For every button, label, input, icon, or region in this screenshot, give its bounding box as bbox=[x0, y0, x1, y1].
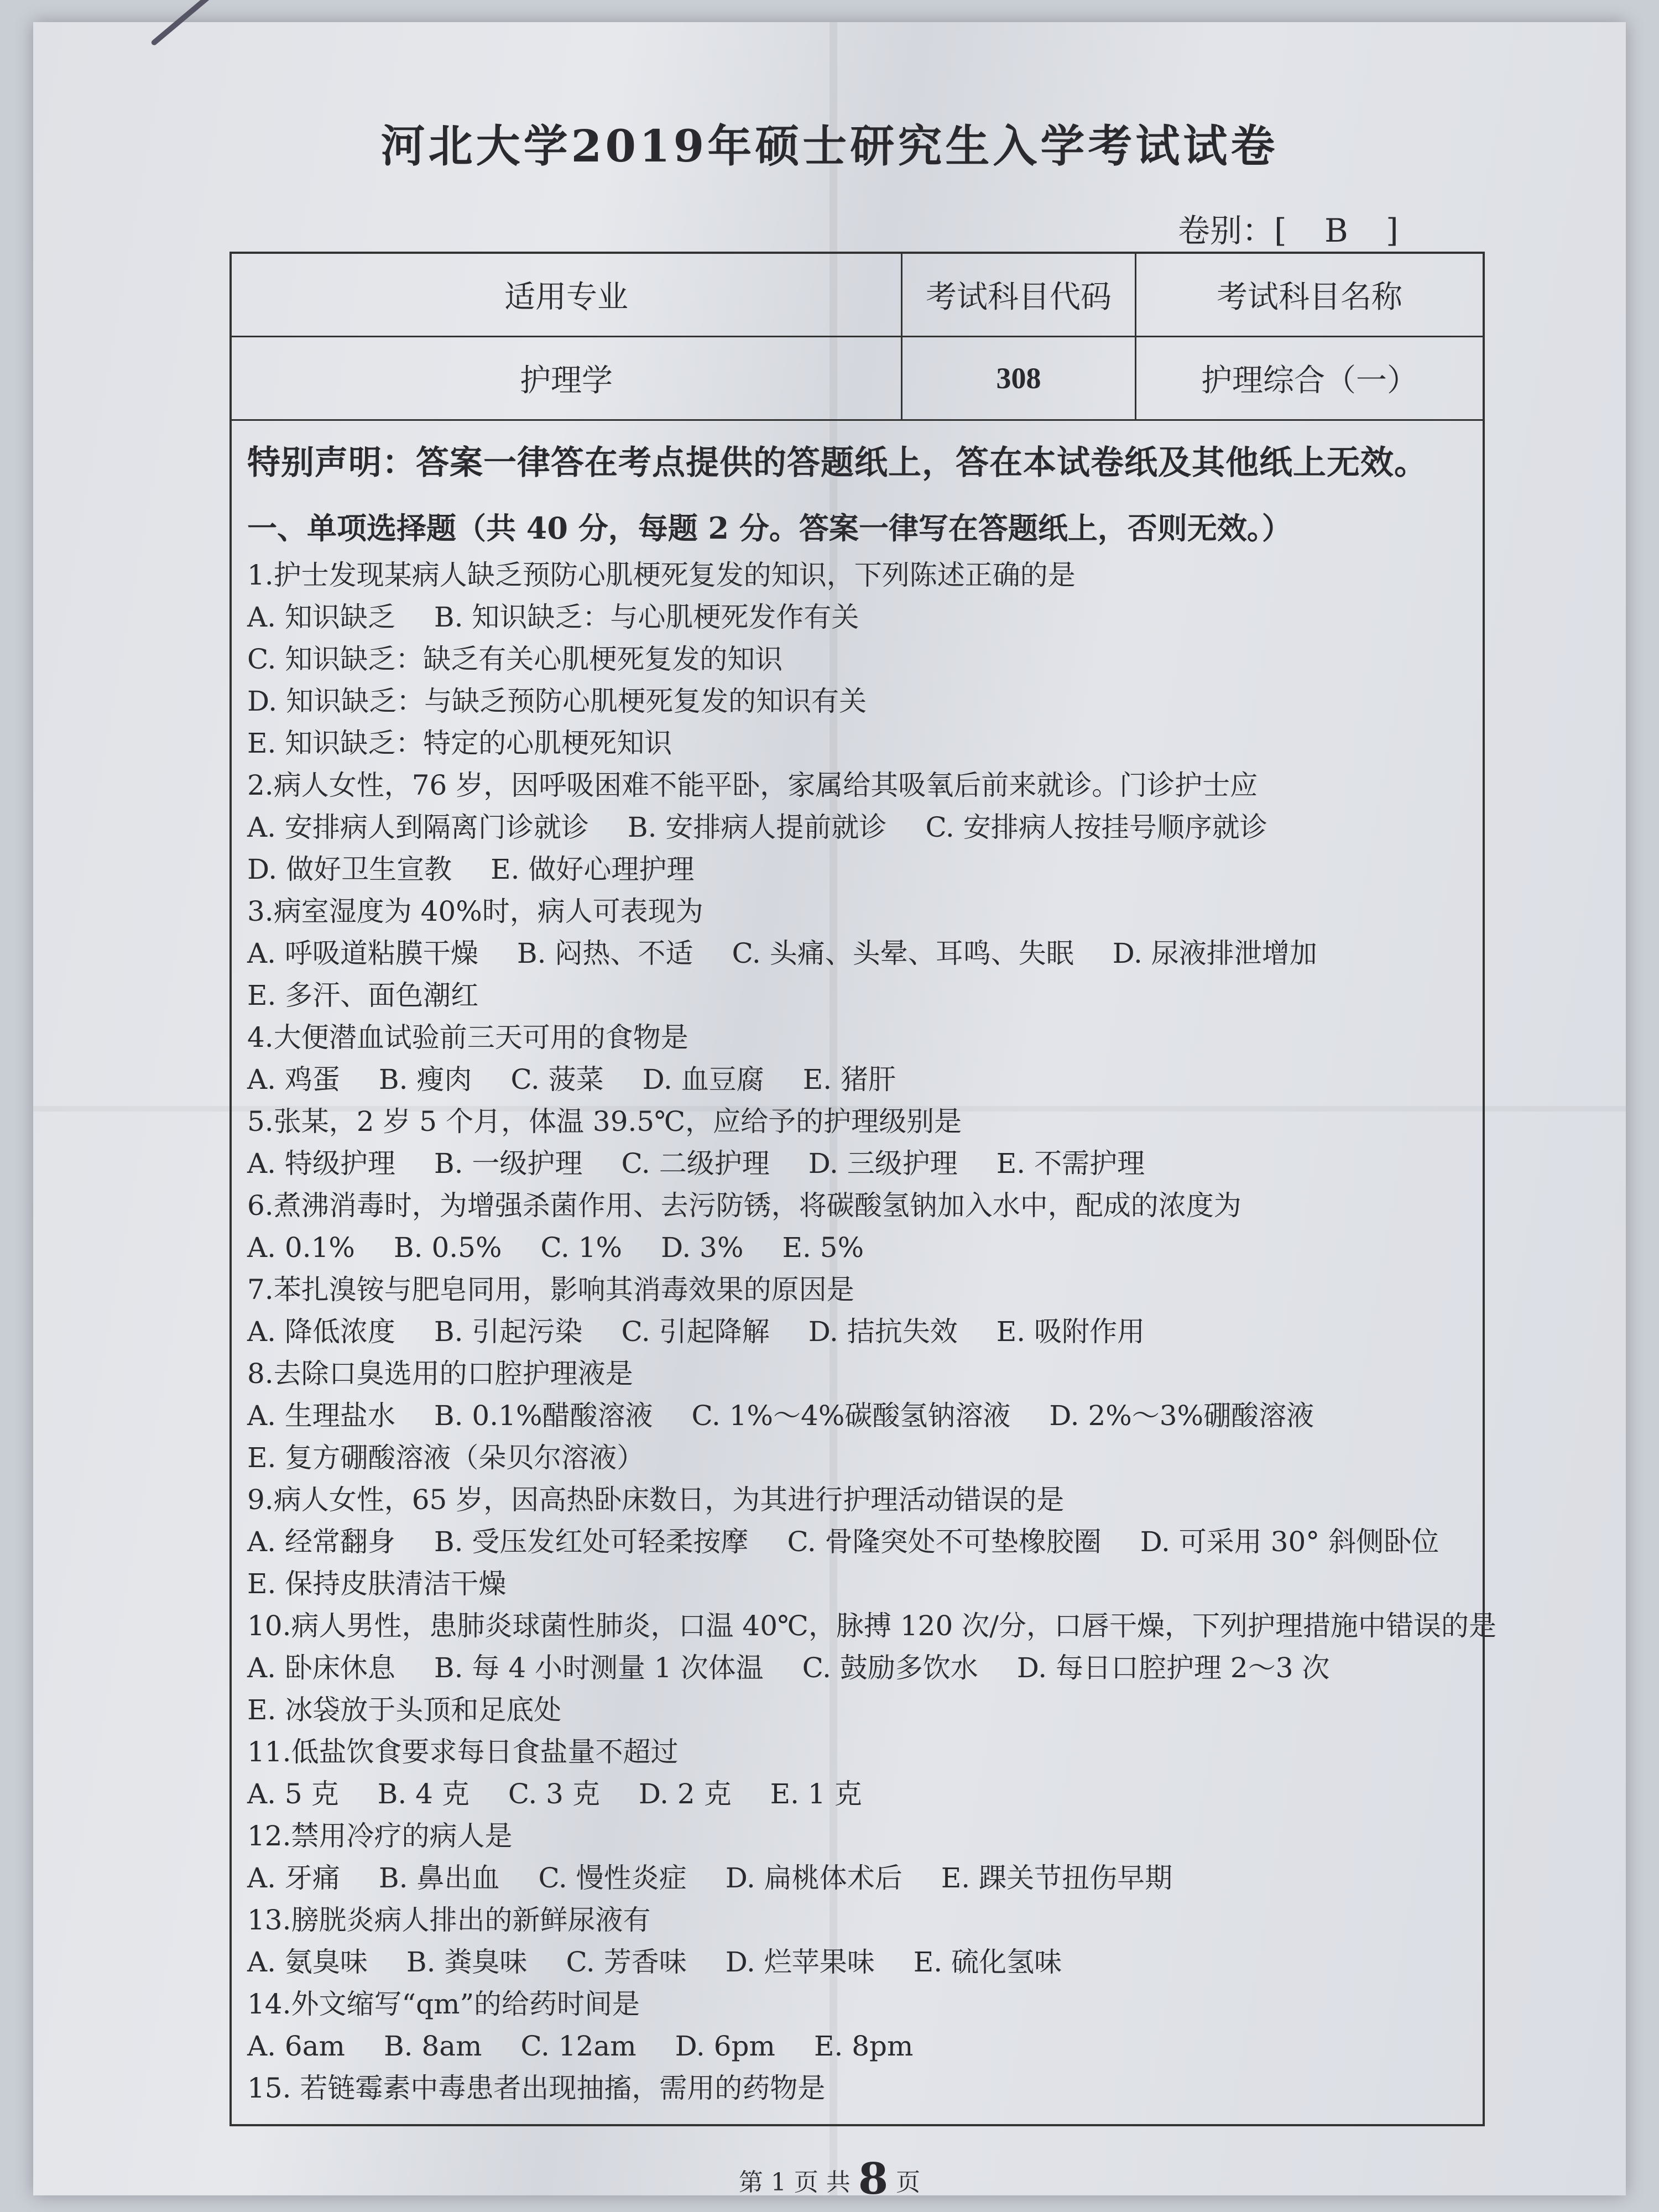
answer-option: A. 安排病人到隔离门诊就诊 bbox=[247, 811, 589, 843]
answer-option: D. 每日口腔护理 2～3 次 bbox=[1016, 1652, 1330, 1684]
answer-option: B. 4 克 bbox=[377, 1778, 469, 1810]
answer-option: C. 12am bbox=[520, 2030, 637, 2062]
question-text: E. 知识缺乏：特定的心肌梗死知识 bbox=[247, 727, 672, 759]
answer-option: A. 呼吸道粘膜干燥 bbox=[247, 937, 478, 969]
question-line bbox=[247, 1521, 1464, 1563]
answer-option: B. 瘦肉 bbox=[378, 1063, 472, 1095]
question-text: 1.护士发现某病人缺乏预防心肌梗死复发的知识，下列陈述正确的是 bbox=[247, 559, 1076, 591]
question-line bbox=[247, 974, 1464, 1016]
answer-option: A. 降低浓度 bbox=[247, 1316, 395, 1348]
question-line bbox=[247, 1437, 1464, 1479]
answer-option: D. 可采用 30° 斜侧卧位 bbox=[1140, 1526, 1439, 1558]
question-line bbox=[247, 638, 1464, 680]
answer-option: B. 粪臭味 bbox=[406, 1946, 528, 1978]
answer-option: E. 硫化氢味 bbox=[913, 1946, 1062, 1978]
footer-suffix: 页 bbox=[896, 2168, 921, 2197]
answer-option: A. 6am bbox=[247, 2030, 345, 2062]
question-text: 7.苯扎溴铵与肥皂同用，影响其消毒效果的原因是 bbox=[247, 1274, 854, 1306]
answer-option: A. 生理盐水 bbox=[247, 1400, 395, 1432]
paper-type-value: B bbox=[1324, 212, 1348, 249]
subject-name-header: 考试科目名称 bbox=[1136, 254, 1483, 337]
answer-option: E. 做好心理护理 bbox=[491, 853, 695, 885]
question-text: 9.病人女性，65 岁，因高热卧床数日，为其进行护理活动错误的是 bbox=[247, 1484, 1065, 1516]
answer-option: A. 0.1% bbox=[247, 1232, 355, 1264]
exam-content bbox=[247, 436, 1497, 2109]
question-line bbox=[247, 2025, 1464, 2067]
major-header: 适用专业 bbox=[232, 254, 902, 337]
question-line bbox=[247, 722, 1464, 764]
question-text: 12.禁用冷疗的病人是 bbox=[247, 1820, 513, 1852]
question-line bbox=[247, 1185, 1464, 1227]
answer-option: E. 踝关节扭伤早期 bbox=[941, 1862, 1173, 1894]
special-statement: 特别声明：答案一律答在考点提供的答题纸上，答在本试卷纸及其他纸上无效。 bbox=[247, 444, 1428, 482]
question-line bbox=[247, 1311, 1464, 1353]
question-line bbox=[247, 596, 1464, 638]
question-text: 11.低盐饮食要求每日食盐量不超过 bbox=[247, 1736, 679, 1768]
question-list bbox=[247, 554, 1497, 2109]
answer-option: D. 烂苹果味 bbox=[725, 1946, 875, 1978]
answer-option: B. 0.1%醋酸溶液 bbox=[434, 1400, 653, 1432]
answer-option: B. 闷热、不适 bbox=[517, 937, 693, 969]
answer-option: A. 5 克 bbox=[247, 1778, 339, 1810]
question-text: 6.煮沸消毒时，为增强杀菌作用、去污防锈，将碳酸氢钠加入水中，配成的浓度为 bbox=[247, 1190, 1241, 1222]
answer-option: D. 3% bbox=[661, 1232, 744, 1264]
section-title: 一、单项选择题（共 40 分，每题 2 分。答案一律写在答题纸上，否则无效。） bbox=[247, 510, 1292, 546]
paper-type-label: 卷别：[ bbox=[1178, 212, 1287, 249]
question-line bbox=[247, 1731, 1464, 1773]
exam-box bbox=[229, 252, 1497, 2126]
answer-option: A. 氨臭味 bbox=[247, 1946, 368, 1978]
question-line bbox=[247, 848, 1464, 890]
answer-option: D. 血豆腐 bbox=[642, 1063, 764, 1095]
question-line bbox=[247, 1227, 1464, 1269]
question-line bbox=[247, 2067, 1464, 2109]
exam-title: 河北大学2019年硕士研究生入学考试试卷 bbox=[380, 120, 1279, 172]
answer-option: A. 卧床休息 bbox=[247, 1652, 395, 1684]
answer-option: E. 8pm bbox=[813, 2030, 914, 2062]
question-line bbox=[247, 1142, 1464, 1185]
question-text: 5.张某，2 岁 5 个月，体温 39.5℃，应给予的护理级别是 bbox=[247, 1105, 962, 1138]
answer-option: A. 知识缺乏 bbox=[247, 601, 395, 633]
question-line bbox=[247, 1479, 1464, 1521]
question-line bbox=[247, 1100, 1464, 1142]
question-line bbox=[247, 1773, 1464, 1815]
answer-option: C. 头痛、头晕、耳鸣、失眠 bbox=[732, 937, 1074, 969]
question-line bbox=[247, 890, 1464, 932]
question-text: 8.去除口臭选用的口腔护理液是 bbox=[247, 1358, 633, 1390]
answer-option: D. 尿液排泄增加 bbox=[1112, 937, 1317, 969]
answer-option: D. 2%～3%硼酸溶液 bbox=[1049, 1400, 1314, 1432]
answer-option: D. 三级护理 bbox=[808, 1147, 958, 1180]
question-line bbox=[247, 1983, 1464, 2025]
answer-option: D. 做好卫生宣教 bbox=[247, 853, 452, 885]
question-line bbox=[247, 932, 1464, 974]
question-line bbox=[247, 1857, 1464, 1899]
question-text: E. 多汗、面色潮红 bbox=[247, 979, 479, 1011]
question-text: E. 保持皮肤清洁干燥 bbox=[247, 1568, 507, 1600]
question-text: 4.大便潜血试验前三天可用的食物是 bbox=[247, 1021, 688, 1053]
subject-name-value: 护理综合（一） bbox=[1136, 337, 1483, 420]
answer-option: D. 拮抗失效 bbox=[808, 1316, 958, 1348]
question-text: C. 知识缺乏：缺乏有关心肌梗死复发的知识 bbox=[247, 643, 783, 675]
question-line bbox=[247, 1395, 1464, 1437]
question-line bbox=[247, 1353, 1464, 1395]
code-header: 考试科目代码 bbox=[902, 254, 1136, 337]
paper-type-close: ] bbox=[1386, 212, 1399, 249]
answer-option: C. 骨隆突处不可垫橡胶圈 bbox=[787, 1526, 1102, 1558]
footer-total-pages: 8 bbox=[858, 2154, 889, 2204]
question-line bbox=[247, 1647, 1464, 1689]
answer-option: C. 引起降解 bbox=[621, 1316, 770, 1348]
answer-option: E. 猪肝 bbox=[802, 1063, 896, 1095]
question-line bbox=[247, 680, 1464, 722]
question-text: 14.外文缩写“qm”的给药时间是 bbox=[247, 1988, 640, 2020]
question-text: E. 复方硼酸溶液（朵贝尔溶液） bbox=[247, 1442, 645, 1474]
paper-type bbox=[1178, 205, 1399, 251]
answer-option: C. 3 克 bbox=[508, 1778, 600, 1810]
answer-option: C. 芳香味 bbox=[566, 1946, 687, 1978]
question-text: D. 知识缺乏：与缺乏预防心肌梗死复发的知识有关 bbox=[247, 685, 867, 717]
answer-option: C. 菠菜 bbox=[510, 1063, 604, 1095]
question-line bbox=[247, 1016, 1464, 1058]
answer-option: B. 8am bbox=[383, 2030, 482, 2062]
answer-option: C. 1%～4%碳酸氢钠溶液 bbox=[691, 1400, 1011, 1432]
answer-option: B. 知识缺乏：与心肌梗死发作有关 bbox=[434, 601, 859, 633]
question-text: 10.病人男性，患肺炎球菌性肺炎，口温 40℃，脉搏 120 次/分，口唇干燥，下列护理措施中错误的是 bbox=[247, 1610, 1497, 1642]
answer-option: E. 1 克 bbox=[770, 1778, 862, 1810]
answer-option: B. 一级护理 bbox=[434, 1147, 583, 1180]
footer-prefix: 第 1 页 共 bbox=[738, 2168, 851, 2197]
answer-option: C. 安排病人按挂号顺序就诊 bbox=[925, 811, 1267, 843]
answer-option: A. 经常翻身 bbox=[247, 1526, 395, 1558]
question-line bbox=[247, 1563, 1464, 1605]
staple bbox=[150, 0, 217, 46]
answer-option: B. 0.5% bbox=[393, 1232, 502, 1264]
answer-option: B. 每 4 小时测量 1 次体温 bbox=[434, 1652, 764, 1684]
answer-option: C. 慢性炎症 bbox=[538, 1862, 687, 1894]
answer-option: A. 鸡蛋 bbox=[247, 1063, 340, 1095]
question-line bbox=[247, 1689, 1464, 1731]
answer-option: C. 二级护理 bbox=[621, 1147, 770, 1180]
question-line bbox=[247, 1941, 1464, 1983]
question-line bbox=[247, 764, 1464, 806]
answer-option: C. 1% bbox=[540, 1232, 623, 1264]
question-line bbox=[247, 1815, 1464, 1857]
answer-option: A. 牙痛 bbox=[247, 1862, 340, 1894]
question-text: 15. 若链霉素中毒患者出现抽搐，需用的药物是 bbox=[247, 2072, 826, 2104]
question-text: 2.病人女性，76 岁，因呼吸困难不能平卧，家属给其吸氧后前来就诊。门诊护士应 bbox=[247, 769, 1258, 801]
question-line bbox=[247, 1899, 1464, 1941]
major-value: 护理学 bbox=[232, 337, 902, 420]
answer-option: B. 受压发红处可轻柔按摩 bbox=[434, 1526, 749, 1558]
answer-option: D. 2 克 bbox=[638, 1778, 732, 1810]
question-text: 13.膀胱炎病人排出的新鲜尿液有 bbox=[247, 1904, 651, 1936]
question-text: 3.病室湿度为 40%时，病人可表现为 bbox=[247, 895, 703, 927]
answer-option: D. 6pm bbox=[675, 2030, 775, 2062]
answer-option: D. 扁桃体术后 bbox=[725, 1862, 902, 1894]
question-line bbox=[247, 1269, 1464, 1311]
question-text: E. 冰袋放于头顶和足底处 bbox=[247, 1694, 562, 1726]
page-footer bbox=[33, 2154, 1626, 2204]
code-value: 308 bbox=[902, 337, 1136, 420]
question-line bbox=[247, 1058, 1464, 1100]
answer-option: B. 安排病人提前就诊 bbox=[627, 811, 887, 843]
answer-option: C. 鼓励多饮水 bbox=[802, 1652, 978, 1684]
question-line bbox=[247, 806, 1464, 848]
question-line bbox=[247, 554, 1464, 596]
subject-table bbox=[232, 254, 1483, 421]
answer-option: E. 5% bbox=[782, 1232, 864, 1264]
answer-option: A. 特级护理 bbox=[247, 1147, 395, 1180]
answer-option: E. 不需护理 bbox=[996, 1147, 1145, 1180]
exam-paper bbox=[33, 22, 1626, 2204]
answer-option: B. 引起污染 bbox=[434, 1316, 583, 1348]
answer-option: B. 鼻出血 bbox=[378, 1862, 500, 1894]
question-line bbox=[247, 1605, 1497, 1647]
answer-option: E. 吸附作用 bbox=[996, 1316, 1145, 1348]
